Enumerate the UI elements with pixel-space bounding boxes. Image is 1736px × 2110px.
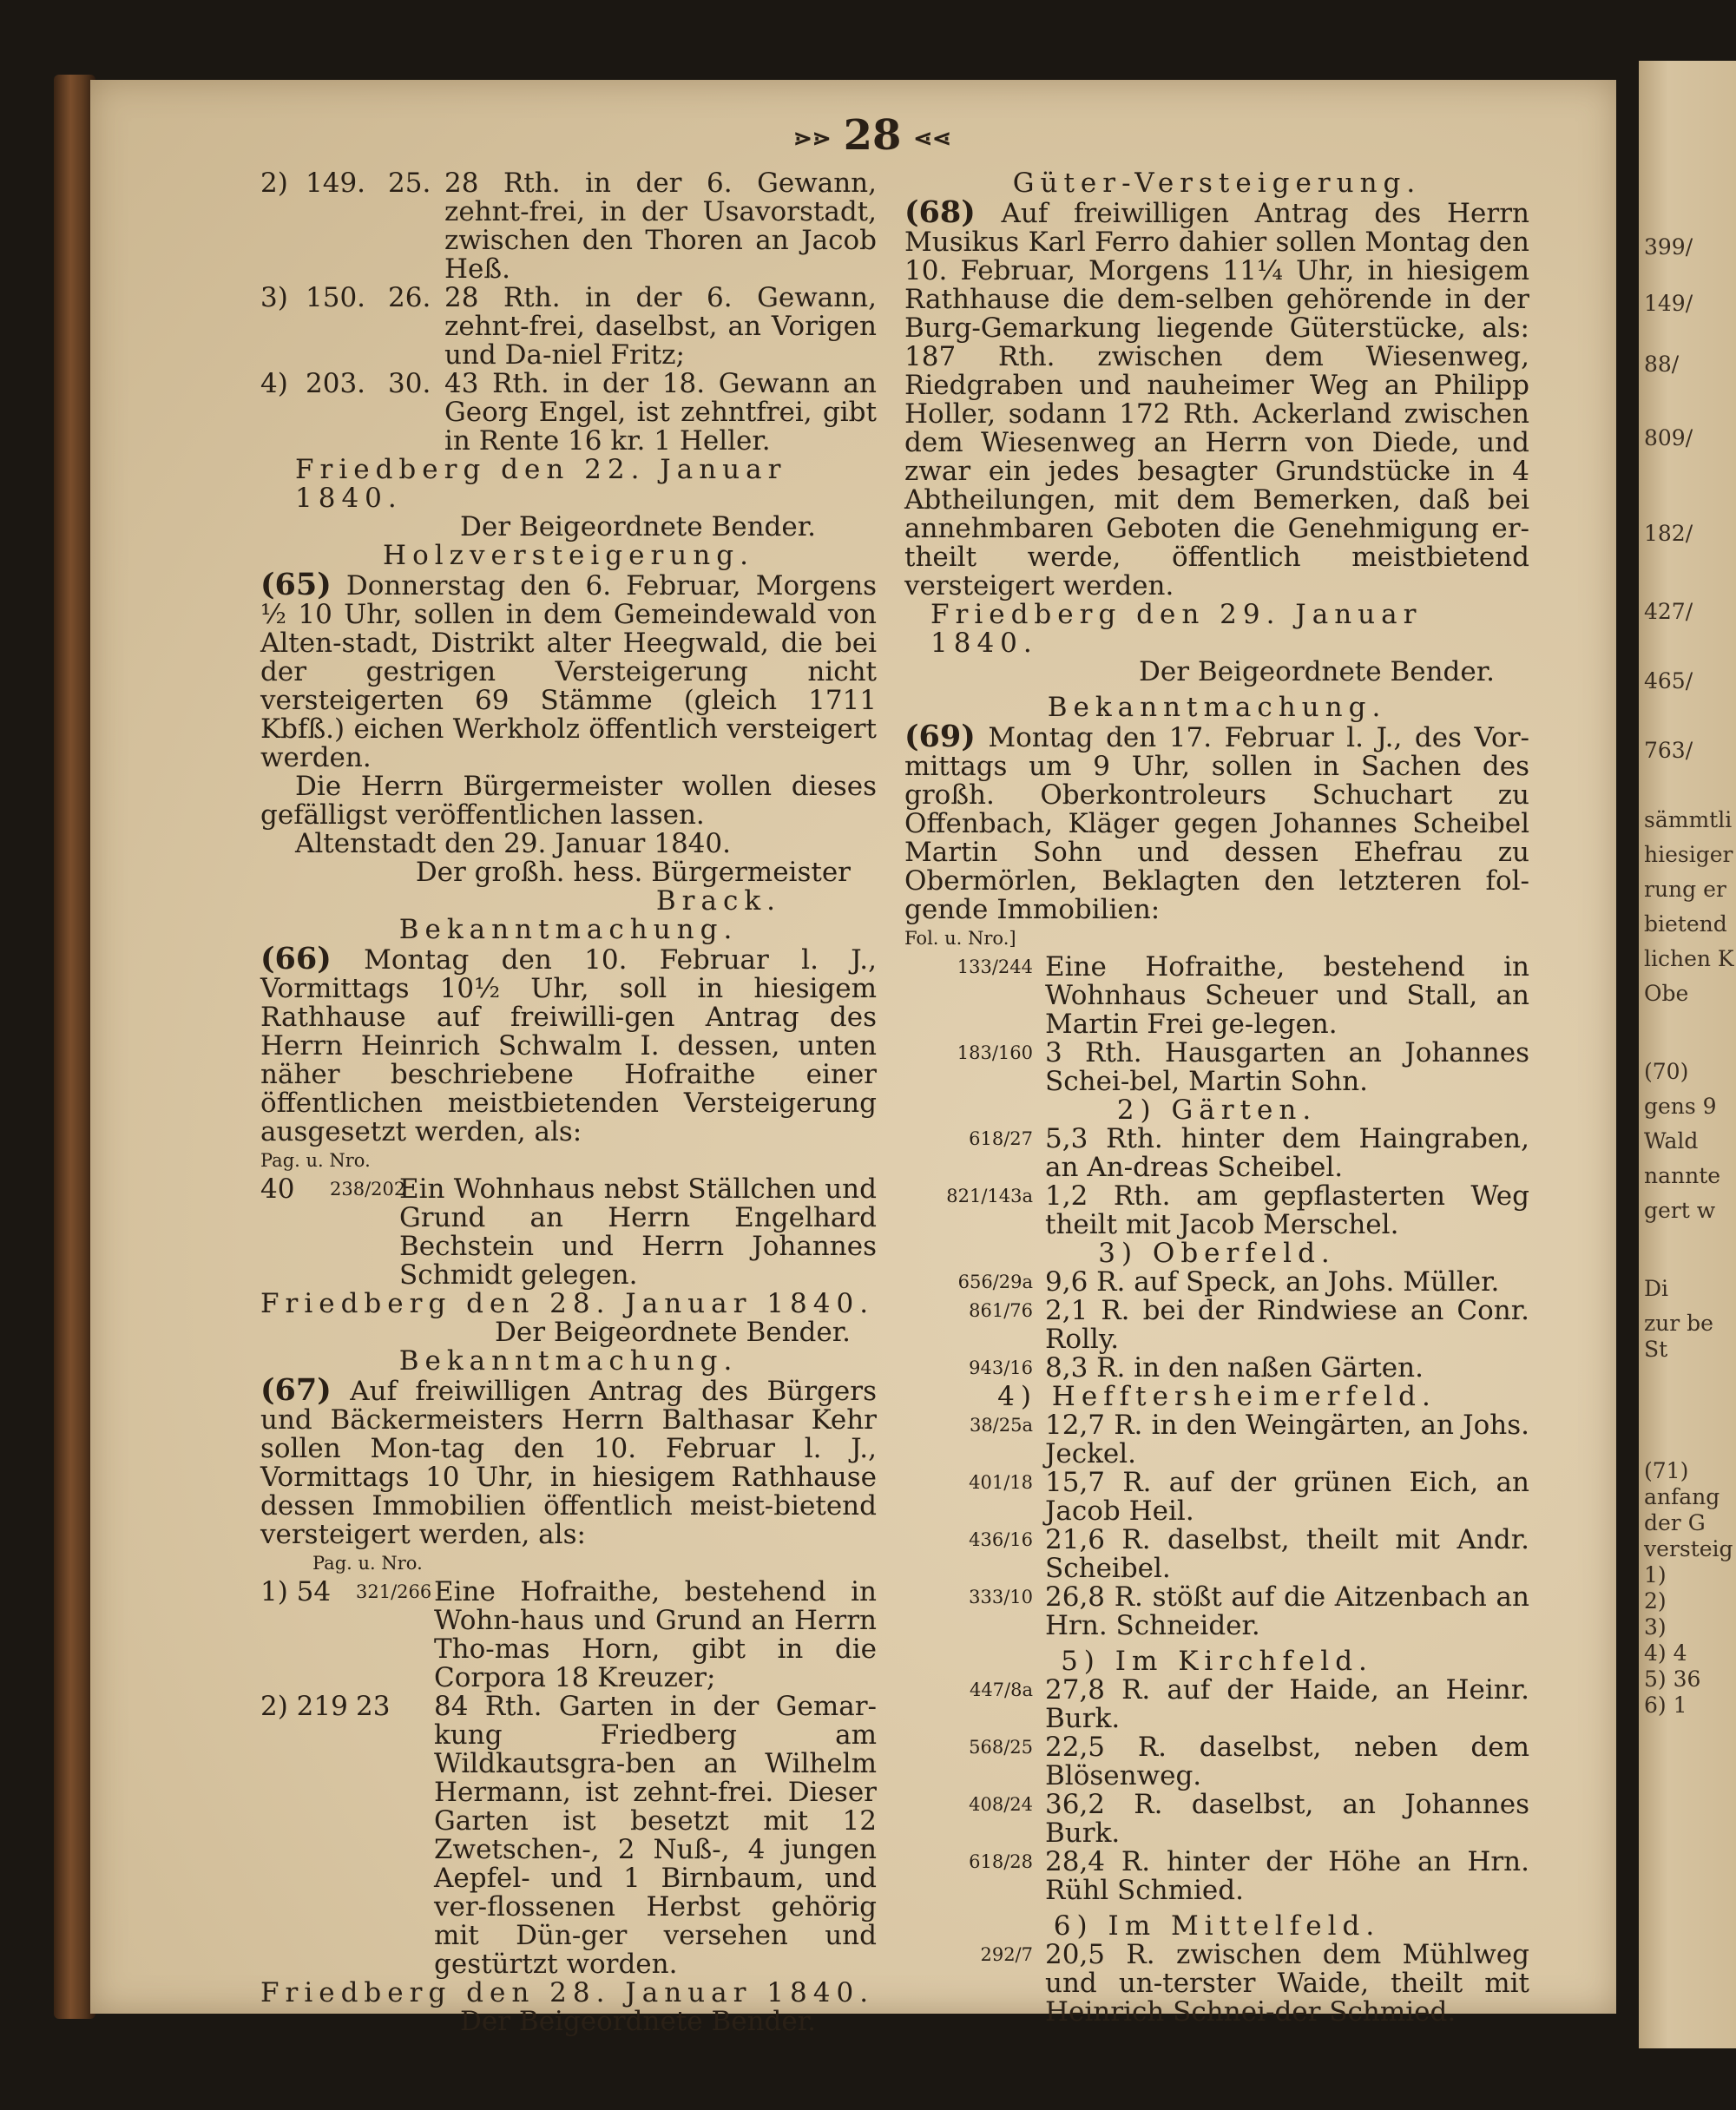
list-item: 401/18 15,7 R. auf der grünen Eich, an Jacob Heil. [969, 1467, 1529, 1527]
section-heading: Holzversteigerung. [383, 540, 754, 571]
notice-69: (69) Montag den 17. Februar l. J., des Vor-mittags um 9 Uhr, sollen in Sachen des großh. Oberkontroleurs Schuchart zu Offenbach, Kläger gegen Johannes Scheibel Martin Sohn und dessen Ehefrau zu Obermörlen, Beklagten den letzteren fol-gende Immobilien: [904, 719, 1529, 925]
list-item: 436/16 21,6 R. daselbst, theilt mit Andr. Scheibel. [969, 1524, 1529, 1584]
next-page-edge [1639, 61, 1736, 2048]
next-page-fragment: bietend [1644, 911, 1727, 937]
book-spine [54, 75, 95, 2019]
list-item: 861/76 2,1 R. bei der Rindwiese an Conr. Rolly. [969, 1295, 1529, 1355]
next-page-fragment: 763/ [1644, 738, 1693, 763]
ornament-icon: ⋗⋗ [793, 125, 832, 152]
list-item: 183/160 3 Rth. Hausgarten an Johannes Schei-bel, Martin Sohn. [957, 1037, 1529, 1097]
next-page-fragment: (70) [1644, 1059, 1689, 1084]
next-page-fragment: 182/ [1644, 521, 1693, 546]
next-page-fragment: St [1644, 1337, 1668, 1362]
notice-number: (68) [904, 194, 976, 230]
notice-68: (68) Auf freiwilligen Antrag des Herrn Musikus Karl Ferro dahier sollen Montag den 10. Februar, Morgens 11¼ Uhr, in hiesigem Rathhause die dem-selben gehörende in der Burg-Gemarkung liegende Güterstücke, als: 187 Rth. zwischen dem Wiesenweg, Riedgraben und nauheimer Weg an Philipp Holler, sodann 172 Rth. Ackerland zwischen dem Wiesenweg an Herrn von Diede, und zwar ein jedes besagter Grundstücke in 4 Abtheilungen, mit dem Bemerken, daß bei annehmbaren Geboten die Genehmigung er-theilt werde, öffentlich meistbietend versteigert werden. [904, 194, 1529, 601]
notice-text: Die Herrn Bürgermeister wollen dieses gefälligst veröffentlichen lassen. [260, 771, 877, 831]
notice-number: (66) [260, 941, 332, 976]
list-item: 568/25 22,5 R. daselbst, neben dem Blösenweg. [969, 1732, 1529, 1791]
list-item: 38/25a 12,7 R. in den Weingärten, an Johs. Jeckel. [969, 1410, 1529, 1469]
notice-number: (69) [904, 719, 976, 754]
notice-65: (65) Donnerstag den 6. Februar, Morgens ½ 10 Uhr, sollen in dem Gemeindewald von Alten-stadt, Distrikt alter Heegwald, die bei der gestrigen Versteigerung nicht versteigerten 69 Stämme (gleich 1711 Kbfß.) eichen Werkholz öffentlich versteigert werden. [260, 567, 877, 773]
signature-place: Friedberg den 28. Januar 1840. [260, 1288, 875, 1319]
next-page-fragment: der G [1644, 1510, 1706, 1535]
next-page-fragment: Obe [1644, 981, 1689, 1006]
next-page-fragment: 809/ [1644, 425, 1693, 450]
subsection-heading: 3) Oberfeld. [1098, 1238, 1336, 1269]
list-item: 333/10 26,8 R. stößt auf die Aitzenbach an Hrn. Schneider. [969, 1581, 1529, 1641]
subsection-heading: 4) Hefftersheimerfeld. [997, 1381, 1437, 1412]
next-page-fragment: 427/ [1644, 599, 1693, 624]
next-page-fragment: 1) [1644, 1562, 1667, 1587]
next-page-fragment: rung er [1644, 877, 1726, 902]
next-page-fragment: 6) 1 [1644, 1693, 1687, 1718]
next-page-fragment: anfang [1644, 1484, 1720, 1509]
right-column [904, 169, 1529, 2027]
signature-place: Friedberg den 22. Januar 1840. [295, 454, 787, 514]
list-item: 618/28 28,4 R. hinter der Höhe an Hrn. Rühl Schmied. [969, 1846, 1529, 1906]
signature-name: Der großh. hess. Bürgermeister [415, 857, 851, 888]
next-page-fragment: nannte [1644, 1163, 1721, 1188]
list-item: 2) 219 23 84 Rth. Garten in der Gemar-kung Friedberg am Wildkautsgra-ben an Wilhelm Hermann, ist zehnt-frei. Dieser Garten ist besetzt mit 12 Zwetschen-, 2 Nuß-, 4 jungen Aepfel- und 1 Birnbaum, und ver-flossenen Herbst gehörig mit Dün-ger versehen und gestürtzt worden. [260, 1691, 877, 1980]
list-item: 618/27 5,3 Rth. hinter dem Haingraben, an An-dreas Scheibel. [969, 1123, 1529, 1183]
notice-67: (67) Auf freiwilligen Antrag des Bürgers und Bäckermeisters Herrn Balthasar Kehr sollen Mon-tag den 10. Februar l. J., Vormittags 10 Uhr, in hiesigem Rathhause dessen Immobilien öffentlich meist-bietend versteigert werden, als: [260, 1372, 877, 1550]
next-page-fragment: lichen K [1644, 946, 1734, 971]
list-item: 408/24 36,2 R. daselbst, an Johannes Burk. [969, 1789, 1529, 1849]
notice-66: (66) Montag den 10. Februar l. J., Vormittags 10½ Uhr, soll in hiesigem Rathhause auf freiwilli-gen Antrag des Herrn Heinrich Schwalm I. dessen, unten näher beschriebene Hofraithe einer öffentlichen meistbietenden Versteigerung ausgesetzt werden, als: [260, 941, 877, 1147]
signature-place: Altenstadt den 29. Januar 1840. [295, 828, 731, 859]
column-header: Fol. u. Nro.] [904, 928, 1016, 949]
next-page-fragment: zur be [1644, 1311, 1713, 1336]
next-page-fragment: 465/ [1644, 668, 1693, 693]
ornament-icon: ⋖⋖ [913, 125, 951, 152]
next-page-fragment: Di [1644, 1276, 1669, 1301]
next-page-fragment: sämmtli [1644, 807, 1733, 832]
signature-place: Friedberg den 29. Januar 1840. [930, 599, 1423, 659]
signature-name: Der Beigeordnete Bender. [1139, 656, 1495, 687]
list-item: 656/29a 9,6 R. auf Speck, an Johs. Müller. [957, 1266, 1500, 1298]
left-column [260, 169, 877, 2036]
list-item: 133/244 Eine Hofraithe, bestehend in Wohnhaus Scheuer und Stall, an Martin Frei ge-legen. [957, 951, 1529, 1040]
notice-number: (65) [260, 567, 332, 602]
page-header [781, 111, 963, 160]
subsection-heading: 5) Im Kirchfeld. [1061, 1646, 1373, 1677]
next-page-fragment: Wald [1644, 1128, 1699, 1154]
next-page-fragment: 88/ [1644, 352, 1680, 377]
next-page-fragment: 399/ [1644, 234, 1693, 260]
section-heading: Bekanntmachung. [398, 1345, 739, 1377]
next-page-fragment: 5) 36 [1644, 1666, 1701, 1692]
next-page-fragment: gens 9 [1644, 1094, 1717, 1119]
section-heading: Bekanntmachung. [398, 914, 739, 945]
notice-number: (67) [260, 1372, 332, 1408]
list-item: 4) 203. 30. 43 Rth. in der 18. Gewann an Georg Engel, ist zehntfrei, gibt in Rente 16 kr. 1 Heller. [260, 368, 877, 457]
next-page-fragment: gert w [1644, 1198, 1716, 1223]
next-page-fragment: 2) [1644, 1588, 1667, 1614]
column-header: Pag. u. Nro. [312, 1553, 423, 1574]
next-page-fragment: hiesiger [1644, 842, 1733, 867]
signature-place: Friedberg den 28. Januar 1840. [260, 1977, 875, 2008]
list-item: 447/8a 27,8 R. auf der Haide, an Heinr. Burk. [969, 1674, 1529, 1734]
list-item: 821/143a 1,2 Rth. am gepflasterten Weg theilt mit Jacob Merschel. [946, 1180, 1529, 1240]
column-header: Pag. u. Nro. [260, 1150, 371, 1171]
subsection-heading: 2) Gärten. [1116, 1094, 1318, 1126]
next-page-fragment: 149/ [1644, 291, 1693, 316]
list-item: 40 238/202 Ein Wohnhaus nebst Ställchen und Grund an Herrn Engelhard Bechstein und Herrn Johannes Schmidt gelegen. [260, 1173, 877, 1291]
list-item: 3) 150. 26. 28 Rth. in der 6. Gewann, zehnt-frei, daselbst, an Vorigen und Da-niel Fritz; [260, 282, 877, 371]
signature-name: Der Beigeordnete Bender. [460, 511, 816, 542]
next-page-fragment: (71) [1644, 1458, 1689, 1483]
list-item: 943/16 8,3 R. in den naßen Gärten. [969, 1352, 1424, 1384]
page-number: 28 [843, 111, 902, 160]
signature-name: Der Beigeordnete Bender. [495, 1317, 851, 1348]
next-page-fragment: 3) [1644, 1614, 1667, 1640]
list-item: 292/7 20,5 R. zwischen dem Mühlweg und un-terster Waide, theilt mit Heinrich Schnei-der Schmied. [980, 1939, 1529, 2028]
section-heading: Güter-Versteigerung. [1012, 168, 1422, 199]
subsection-heading: 6) Im Mittelfeld. [1053, 1910, 1381, 1942]
next-page-fragment: 4) 4 [1644, 1640, 1687, 1666]
section-heading: Bekanntmachung. [1047, 692, 1387, 723]
list-item: 1) 54 321/266 Eine Hofraithe, bestehend in Wohn-haus und Grund an Herrn Tho-mas Horn, gibt in die Corpora 18 Kreuzer; [260, 1576, 877, 1693]
signature-name: Der Beigeordnete Bender. [460, 2006, 816, 2037]
next-page-fragment: versteig [1644, 1536, 1733, 1561]
parcel-list [260, 169, 877, 456]
signature-name: Brack. [655, 885, 781, 917]
list-item: 2) 149. 25. 28 Rth. in der 6. Gewann, zehnt-frei, in der Usavorstadt, zwischen den Thoren an Jacob Heß. [260, 168, 877, 285]
